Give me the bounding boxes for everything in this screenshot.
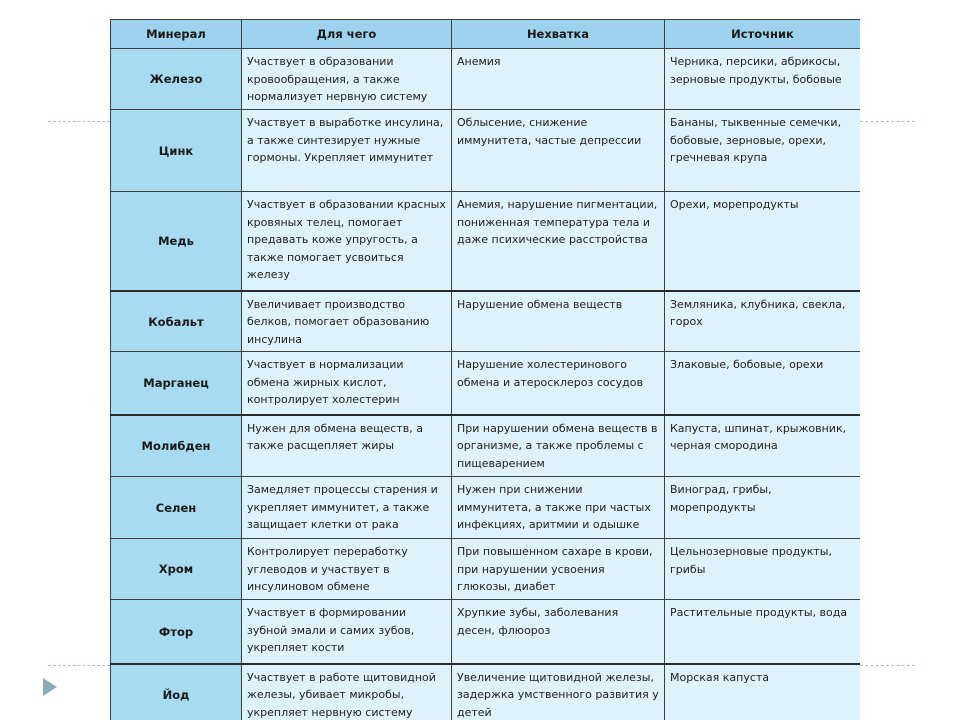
mineral-name: Кобальт (111, 291, 242, 352)
mineral-deficiency: Облысение, снижение иммунитета, частые депрессии (452, 110, 665, 192)
mineral-purpose: Участвует в образовании кровообращения, а также нормализует нервную систему (242, 49, 452, 110)
mineral-source: Растительные продукты, вода (665, 600, 861, 664)
mineral-source: Бананы, тыквенные семечки, бобовые, зерновые, орехи, гречневая крупа (665, 110, 861, 192)
header-source: Источник (665, 20, 861, 49)
minerals-table (110, 19, 860, 720)
mineral-purpose: Контролирует переработку углеводов и участвует в инсулиновом обмене (242, 539, 452, 600)
mineral-deficiency: Нарушение холестеринового обмена и атеросклероз сосудов (452, 352, 665, 415)
mineral-source: Цельнозерновые продукты, грибы (665, 539, 861, 600)
mineral-deficiency: Анемия, нарушение пигментации, пониженная температура тела и даже психические расстройства (452, 192, 665, 291)
slide-divider-left-bottom (48, 665, 110, 666)
table-row (111, 664, 861, 720)
triangle-right-icon (43, 678, 57, 696)
table-row (111, 352, 861, 415)
slide-divider-right-bottom (860, 665, 915, 666)
header-mineral: Минерал (111, 20, 242, 49)
table-row (111, 539, 861, 600)
mineral-name: Хром (111, 539, 242, 600)
mineral-name: Марганец (111, 352, 242, 415)
mineral-purpose: Участвует в работе щитовидной железы, убивает микробы, укрепляет нервную систему (242, 664, 452, 720)
mineral-name: Железо (111, 49, 242, 110)
mineral-purpose: Увеличивает производство белков, помогает образованию инсулина (242, 291, 452, 352)
table-row (111, 415, 861, 477)
table-frame (110, 15, 860, 720)
mineral-source: Орехи, морепродукты (665, 192, 861, 291)
mineral-purpose: Участвует в образовании красных кровяных телец, помогает предавать коже упругость, а также помогает усвоиться железу (242, 192, 452, 291)
mineral-purpose: Нужен для обмена веществ, а также расщепляет жиры (242, 415, 452, 477)
mineral-name: Селен (111, 477, 242, 539)
mineral-name: Фтор (111, 600, 242, 664)
mineral-deficiency: Анемия (452, 49, 665, 110)
mineral-purpose: Участвует в формировании зубной эмали и самих зубов, укрепляет кости (242, 600, 452, 664)
table-header-row (111, 20, 861, 49)
table-row (111, 192, 861, 291)
mineral-source: Черника, персики, абрикосы, зерновые продукты, бобовые (665, 49, 861, 110)
mineral-name: Цинк (111, 110, 242, 192)
mineral-deficiency: При нарушении обмена веществ в организме, а также проблемы с пищеварением (452, 415, 665, 477)
table-row (111, 600, 861, 664)
header-purpose: Для чего (242, 20, 452, 49)
mineral-deficiency: Увеличение щитовидной железы, задержка умственного развития у детей (452, 664, 665, 720)
mineral-source: Злаковые, бобовые, орехи (665, 352, 861, 415)
table-row (111, 110, 861, 192)
table-row (111, 291, 861, 352)
mineral-deficiency: При повышенном сахаре в крови, при нарушении усвоения глюкозы, диабет (452, 539, 665, 600)
mineral-deficiency: Нарушение обмена веществ (452, 291, 665, 352)
mineral-name: Медь (111, 192, 242, 291)
header-deficiency: Нехватка (452, 20, 665, 49)
table-row (111, 49, 861, 110)
mineral-source: Земляника, клубника, свекла, горох (665, 291, 861, 352)
table-row (111, 477, 861, 539)
mineral-source: Морская капуста (665, 664, 861, 720)
mineral-source: Капуста, шпинат, крыжовник, черная смородина (665, 415, 861, 477)
mineral-name: Молибден (111, 415, 242, 477)
mineral-purpose: Участвует в нормализации обмена жирных кислот, контролирует холестерин (242, 352, 452, 415)
slide-divider-left-top (48, 121, 110, 122)
mineral-deficiency: Нужен при снижении иммунитета, а также при частых инфекциях, аритмии и одышке (452, 477, 665, 539)
mineral-purpose: Участвует в выработке инсулина, а также синтезирует нужные гормоны. Укрепляет иммунитет (242, 110, 452, 192)
mineral-source: Виноград, грибы, морепродукты (665, 477, 861, 539)
mineral-purpose: Замедляет процессы старения и укрепляет иммунитет, а также защищает клетки от рака (242, 477, 452, 539)
mineral-name: Йод (111, 664, 242, 720)
mineral-deficiency: Хрупкие зубы, заболевания десен, флюороз (452, 600, 665, 664)
slide-divider-right-top (860, 121, 915, 122)
